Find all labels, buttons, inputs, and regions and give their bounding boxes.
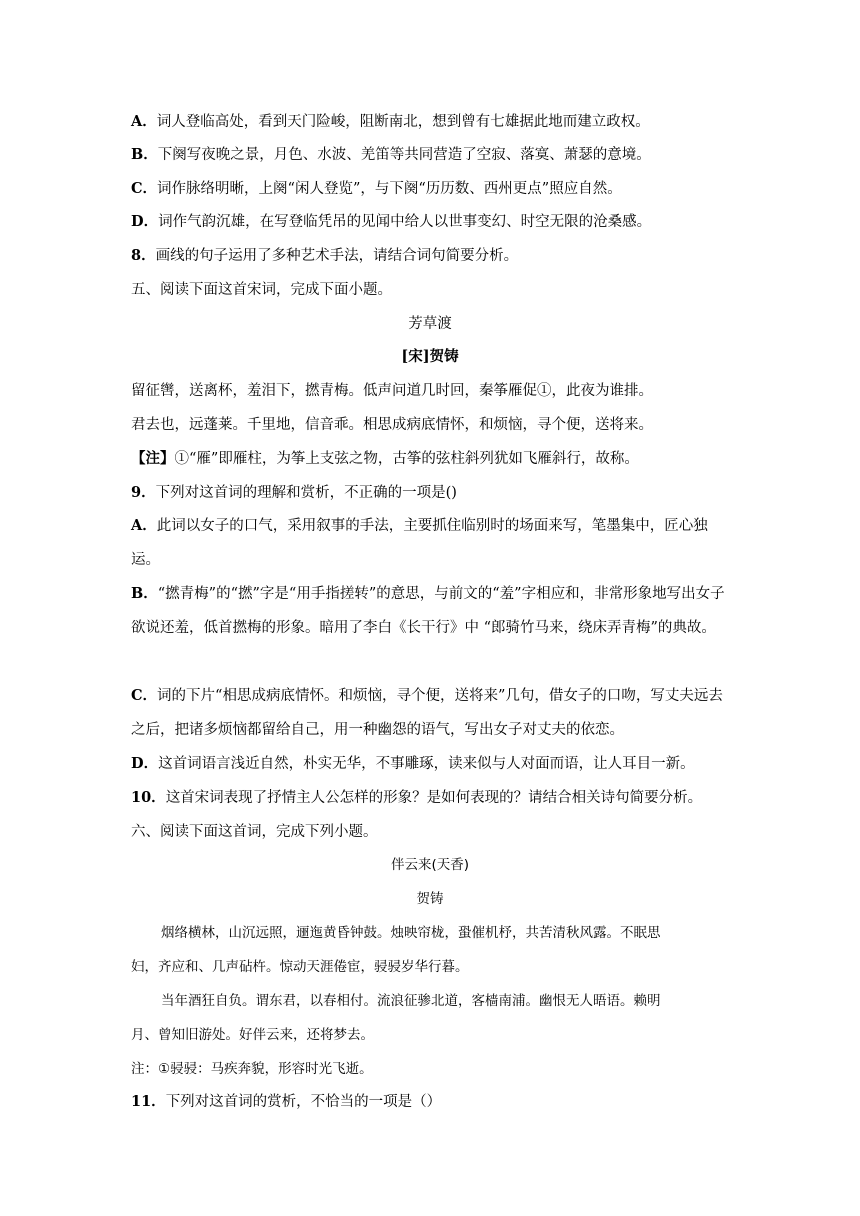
question-number: 9．	[131, 484, 156, 501]
poem-title: 芳草渡	[408, 316, 452, 332]
poem-line: 君去也，远蓬莱。千里地，信音乖。相思成病底情怀，和烦恼，寻个便，送将来。	[131, 417, 653, 433]
option-text: 词作脉络明晰，上阕“闲人登览”，与下阕“历历数、西州更点”照应自然。	[157, 181, 622, 197]
poem-note: 注：①骎骎：马疾奔貌，形容时光飞逝。	[131, 1061, 373, 1077]
poem-author: [宋]贺铸	[401, 348, 459, 365]
poem-stanza-line: 月、曾知旧游处。好伴云来，还将梦去。	[131, 1027, 374, 1043]
note-label: 【注】	[131, 450, 175, 467]
q7-option-c	[131, 179, 731, 199]
question-text: 下列对这首词的赏析，不恰当的一项是（）	[165, 1094, 442, 1110]
option-text: 此词以女子的口气，采用叙事的手法，主要抓住临别时的场面来写，笔墨集中，匠心独运。	[131, 518, 708, 568]
q9-option-c	[131, 679, 731, 747]
poem-note	[131, 449, 731, 469]
poem-stanza-line: 当年酒狂自负。谓东君，以春相付。流浪征骖北道，客樯南浦。幽恨无人晤语。赖明	[161, 993, 661, 1009]
option-text: 词人登临高处，看到天门险峻，阻断南北，想到曾有七雄据此地而建立政权。	[156, 114, 650, 130]
question-number: 10．	[131, 789, 166, 806]
option-label: C．	[131, 180, 158, 197]
q7-option-d	[131, 212, 731, 232]
note-text: ①“雁”即雁柱，为筝上支弦之物，古筝的弦柱斜列犹如飞雁斜行，故称。	[174, 451, 639, 467]
option-label: C．	[131, 687, 158, 704]
option-label: D．	[131, 755, 159, 772]
question-10	[131, 788, 731, 808]
poem-title: 伴云来(天香)	[390, 857, 470, 873]
section-5-heading: 五、阅读下面这首宋词，完成下面小题。	[131, 282, 392, 298]
question-text: 画线的句子运用了多种艺术手法，请结合词句简要分析。	[155, 248, 519, 264]
option-text: “撚青梅”的“撚”字是“用手指搓转”的意思，与前文的“羞”字相应和，非常形象地写出女子欲说还羞，低首撚梅的形象。暗用了李白《长干行》中 “郎骑竹马来，绕床弄青梅”的典故。	[131, 586, 725, 636]
option-label: B．	[131, 146, 158, 163]
q7-option-a	[131, 112, 731, 132]
option-label: A．	[131, 113, 157, 130]
poem-stanza-line: 妇，齐应和、几声砧杵。惊动天涯倦宦，骎骎岁华行暮。	[131, 959, 469, 975]
option-label: B．	[131, 585, 158, 602]
poem-stanza-line: 烟络横林，山沉远照，逦迤黄昏钟鼓。烛映帘栊，蛩催机杼，共苦清秋风露。不眠思	[161, 925, 661, 941]
q9-option-a	[131, 509, 731, 577]
question-text: 下列对这首词的理解和赏析，不正确的一项是()	[155, 485, 457, 501]
option-text: 词作气韵沉雄，在写登临凭吊的见闻中给人以世事变幻、时空无限的沧桑感。	[158, 214, 652, 230]
question-11	[131, 1092, 731, 1112]
question-8	[131, 246, 731, 266]
question-number: 8．	[131, 247, 156, 264]
option-label: D．	[131, 213, 159, 230]
section-6-heading: 六、阅读下面这首词，完成下列小题。	[131, 824, 378, 840]
question-number: 11．	[131, 1093, 166, 1110]
option-text: 这首词语言浅近自然，朴实无华，不事雕琢，读来似与人对面而语，让人耳目一新。	[158, 756, 695, 772]
question-9	[131, 483, 731, 503]
question-text: 这首宋词表现了抒情主人公怎样的形象？是如何表现的？请结合相关诗句简要分析。	[165, 790, 703, 806]
option-text: 下阕写夜晚之景，月色、水波、羌笛等共同营造了空寂、落寞、萧瑟的意境。	[157, 147, 651, 163]
q9-option-d	[131, 754, 731, 774]
option-text: 词的下片“相思成病底情怀。和烦恼，寻个便，送将来”几句，借女子的口吻，写丈夫远去之后，把诸多烦恼都留给自己，用一种幽怨的语气，写出女子对丈夫的依恋。	[131, 688, 723, 738]
q7-option-b	[131, 145, 731, 165]
option-label: A．	[131, 517, 157, 534]
q9-option-b	[131, 577, 731, 645]
poem-author: 贺铸	[416, 891, 444, 907]
poem-line: 留征辔，送离杯，羞泪下，撚青梅。低声问道几时回，秦筝雁促①，此夜为谁排。	[131, 383, 653, 399]
